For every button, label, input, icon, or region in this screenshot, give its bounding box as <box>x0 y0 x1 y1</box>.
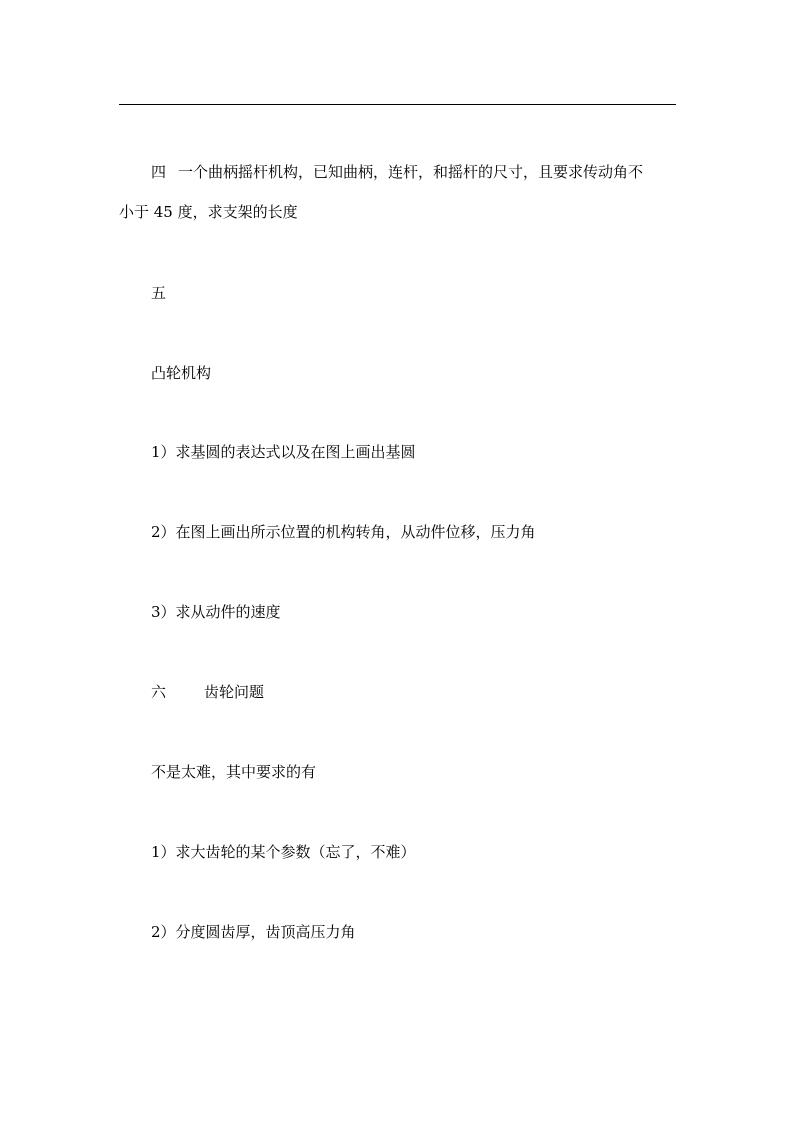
section-4-number: 四 <box>151 163 167 181</box>
section-4-line-1 <box>151 162 711 182</box>
section-4-text-line-1: 一个曲柄摇杆机构，已知曲柄，连杆，和摇杆的尺寸，且要求传动角不 <box>178 163 644 181</box>
section-6-item-1: 1）求大齿轮的某个参数（忘了，不难） <box>151 843 416 861</box>
section-6-number: 六 <box>151 683 167 701</box>
section-6-heading <box>151 682 711 702</box>
section-5-heading: 凸轮机构 <box>151 364 212 382</box>
section-6-title: 齿轮问题 <box>204 683 265 701</box>
section-5-item-2: 2）在图上画出所示位置的机构转角，从动件位移，压力角 <box>151 523 536 541</box>
header-rule <box>119 104 676 105</box>
section-5-item-1: 1）求基圆的表达式以及在图上画出基圆 <box>151 443 416 461</box>
section-4-line-2: 小于 45 度，求支架的长度 <box>119 203 298 221</box>
section-5-number: 五 <box>151 284 167 302</box>
section-6-item-2: 2）分度圆齿厚，齿顶高压力角 <box>151 923 356 941</box>
section-5-item-3: 3）求从动件的速度 <box>151 603 281 621</box>
section-6-intro: 不是太难，其中要求的有 <box>151 763 317 781</box>
